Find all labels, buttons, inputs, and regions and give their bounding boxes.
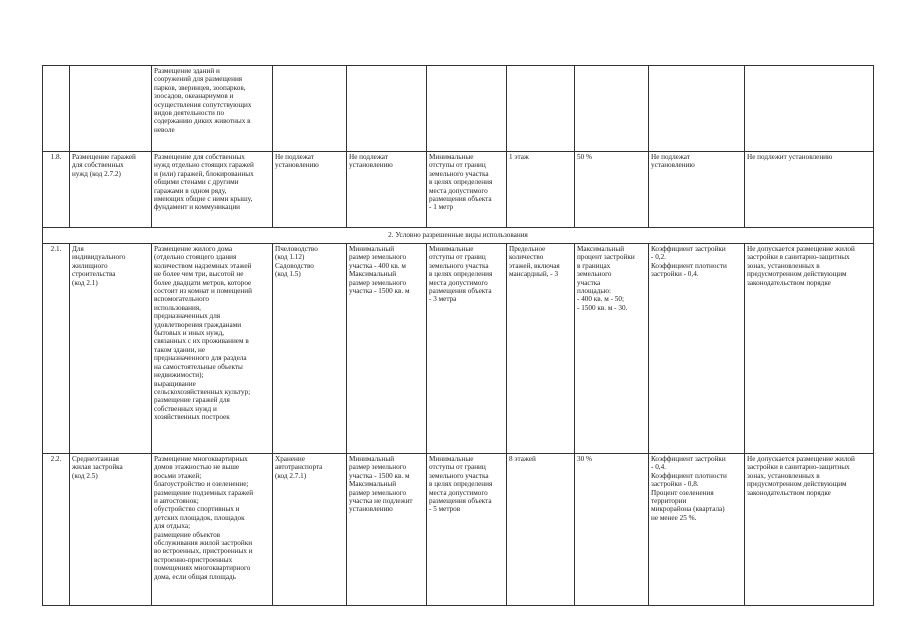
plot-size-cell [347,152,427,228]
cell-text-line: участка - 1500 кв. м [349,471,410,480]
setback-cell [427,66,507,152]
cell-text-line: содержанию диких животных в [154,117,251,126]
setback-cell [427,244,507,454]
cell-text-line: домов этажностью не выше [154,463,240,472]
cell-text-line: собственных нужд и [154,404,217,413]
section-title: 2. Условно разрешенные виды использования [43,228,874,244]
cell-text-line: бытовых и иных нужд, [154,329,225,338]
cell-text-line: размещение гаражей для [154,396,230,405]
cell-text-line: строительства [72,270,116,279]
cell-text-line: обслуживания жилой застройки [154,539,253,548]
cell-text-line: Пчеловодство [275,245,318,253]
cell-text-line: территории [651,497,687,506]
cell-text-line: (код 1.12) [275,253,305,262]
cell-text-line: благоустройство и озеленение; [154,480,249,489]
cell-text-line: Не допускается размещение жилой [747,455,855,463]
coverage-percent-cell [575,66,649,152]
cell-text-line: застройки - 0,4. [651,270,699,279]
cell-text-line: на самостоятельные объекты [154,362,243,371]
row-number: 2.1. [43,244,70,454]
cell-text-line: земельного участка [429,471,489,480]
cell-text-line: (код 1.5) [275,270,301,279]
cell-text-line: места допустимого [429,488,488,497]
density-coefficient-cell [649,454,745,606]
cell-text-line: размещения объекта [429,287,492,296]
cell-text-line: размещения объекта [429,195,492,204]
cell-text-line: Коэффициент плотности [651,471,727,480]
cell-text-line: имеющих общие с ними крышу, [154,195,253,204]
cell-text-line: зоосадов, океанариумов и [154,92,234,101]
cell-text-line: не более чем три, высотой не [154,270,244,279]
density-coefficient-cell [649,244,745,454]
cell-text-line: застройки - 0,8. [651,480,699,489]
auxiliary-uses-cell [273,244,347,454]
cell-text-line: процент застройки [577,253,635,262]
cell-text-line: Не подлежит установлению [747,153,833,161]
cell-text-line: Размещение гаражей [72,153,136,161]
cell-text-line: отступы от границ [429,161,486,170]
cell-text-line: нужд отдельно стоящих гаражей [154,161,254,170]
restrictions-cell [745,66,874,152]
cell-text-line: и автостоянок; [154,497,199,506]
use-name-cell [70,244,152,454]
cell-text-line: Коэффициент застройки [651,245,726,253]
cell-text-line: площадью: [577,287,612,296]
cell-text-line: законодательством порядке [747,488,831,497]
use-description-cell [152,152,273,228]
cell-text-line: Коэффициент застройки [651,455,726,463]
cell-text-line: встроенно-пристроенных [154,555,233,564]
cell-text-line: Не подлежат [349,153,388,161]
floors-cell [507,244,575,454]
cell-text-line: размещения объекта [429,497,492,506]
table-row [43,454,874,606]
cell-text-line: Коэффициент плотности [651,261,727,270]
cell-text-line: таком здании, не [154,345,206,354]
cell-text-line: гаражами в одном ряду, [154,186,227,195]
cell-text-line: (код 2.5) [72,471,98,480]
cell-text-line: хозяйственных построек [154,413,230,422]
cell-text-line: общими стенами с другими [154,178,239,187]
auxiliary-uses-cell [273,454,347,606]
cell-text-line: парков, зверинцев, зоопарков, [154,83,246,92]
cell-text-line: места допустимого [429,186,488,195]
cell-text-line: состоит из комнат и помещений [154,287,252,296]
use-description-cell [152,244,273,454]
cell-text-line: для отдыха; [154,522,191,531]
density-coefficient-cell [649,66,745,152]
cell-text-line: - 0,2. [651,253,666,262]
use-description-cell [152,66,273,152]
cell-text-line: установлению [651,161,695,170]
cell-text-line: 1 этаж [509,153,529,161]
cell-text-line: в целях определения [429,178,493,187]
cell-text-line: участка [577,278,601,287]
row-number: 2.2. [43,454,70,606]
cell-text-line: Минимальные [429,455,474,463]
cell-text-line: в целях определения [429,270,493,279]
cell-text-line: места допустимого [429,278,488,287]
use-name-cell [70,454,152,606]
restrictions-cell [745,244,874,454]
cell-text-line: этажей, включая [509,261,560,270]
cell-text-line: земельного участка [429,261,489,270]
cell-text-line: застройки в санитарно-защитных [747,253,850,262]
cell-text-line: участка - 400 кв. м [349,261,406,270]
cell-text-line: Садоводство [275,261,314,270]
restrictions-cell [745,152,874,228]
cell-text-line: связанных с их проживанием в [154,337,249,346]
cell-text-line: установлению [275,161,319,170]
cell-text-line: в границах [577,261,611,270]
cell-text-line: - 1500 кв. м - 30. [577,303,628,312]
cell-text-line: вспомогательного [154,295,209,304]
row-number [43,66,70,152]
cell-text-line: Предельное [509,245,546,253]
plot-size-cell [347,454,427,606]
cell-text-line: отступы от границ [429,253,486,262]
cell-text-line: (код 2.1) [72,278,98,287]
cell-text-line: зонах, установленных в [747,261,820,270]
cell-text-line: сооружений для размещения [154,75,243,84]
coverage-percent-cell [575,454,649,606]
section-header-row [43,228,874,244]
cell-text-line: Размещение жилого дома [154,245,233,253]
cell-text-line: неволе [154,125,175,134]
cell-text-line: Максимальный [577,245,625,253]
cell-text-line: Для [72,245,84,253]
cell-text-line: Размещение многоквартирных [154,455,248,463]
cell-text-line: во встроенных, пристроенных и [154,547,253,556]
zoning-table [42,65,874,606]
cell-text-line: размер земельного [349,253,407,262]
coverage-percent-cell [575,244,649,454]
floors-cell [507,152,575,228]
floors-cell [507,66,575,152]
cell-text-line: осуществления сопутствующих [154,100,252,109]
cell-text-line: Хранение [275,455,305,463]
setback-cell [427,152,507,228]
cell-text-line: зонах, установленных в [747,471,820,480]
use-description-cell [152,454,273,606]
cell-text-line: Среднеэтажная [72,455,119,463]
cell-text-line: Минимальный [349,245,395,253]
cell-text-line: жилищного [72,261,108,270]
setback-cell [427,454,507,606]
cell-text-line: Максимальный [349,480,397,489]
cell-text-line: законодательством порядке [747,278,831,287]
cell-text-line: нужд (код 2.7.2) [72,169,121,178]
cell-text-line: предназначенных для [154,312,221,321]
table-row [43,152,874,228]
cell-text-line: земельного [577,270,612,279]
cell-text-line: предусмотренном действующим [747,480,847,489]
cell-text-line: восьми этажей; [154,471,202,480]
cell-text-line: помещениях многоквартирного [154,564,251,573]
row-number: 1.8. [43,152,70,228]
plot-size-cell [347,244,427,454]
cell-text-line: и (или) гаражей, блокированных [154,169,254,178]
cell-text-line: жилая застройка [72,463,123,472]
cell-text-line: - 1 метр [429,203,454,212]
use-name-cell [70,152,152,228]
density-coefficient-cell [649,152,745,228]
cell-text-line: удовлетворения гражданами [154,320,242,329]
plot-size-cell [347,66,427,152]
use-name-cell [70,66,152,152]
cell-text-line: 30 % [577,455,592,463]
cell-text-line: размер земельного [349,463,407,472]
cell-text-line: микрорайона (квартала) [651,505,725,514]
cell-text-line: - 400 кв. м - 50; [577,295,624,304]
restrictions-cell [745,454,874,606]
cell-text-line: предусмотренном действующим [747,270,847,279]
cell-text-line: дома, если общая площадь [154,572,236,581]
cell-text-line: участка - 1500 кв. м [349,287,410,296]
cell-text-line: обустройство спортивных и [154,505,240,514]
cell-text-line: Не допускается размещение жилой [747,245,855,253]
cell-text-line: не менее 25 %. [651,513,697,522]
cell-text-line: Максимальный [349,270,397,279]
cell-text-line: 8 этажей [509,455,536,463]
auxiliary-uses-cell [273,66,347,152]
cell-text-line: автотранспорта [275,463,323,472]
cell-text-line: размещение подземных гаражей [154,488,254,497]
cell-text-line: отступы от границ [429,463,486,472]
cell-text-line: фундамент и коммуникации [154,203,241,212]
cell-text-line: видов деятельности по [154,109,225,118]
cell-text-line: количество [509,253,544,262]
cell-text-line: Размещение зданий и [154,67,220,75]
cell-text-line: для собственных [72,161,124,170]
cell-text-line: детских площадок, площадок [154,513,245,522]
cell-text-line: размещение объектов [154,530,221,539]
floors-cell [507,454,575,606]
cell-text-line: - 5 метров [429,505,461,514]
cell-text-line: Не подлежат [651,153,690,161]
coverage-percent-cell [575,152,649,228]
cell-text-line: более двадцати метров, которое [154,278,252,287]
cell-text-line: установлению [349,161,393,170]
cell-text-line: Минимальные [429,153,474,161]
cell-text-line: застройки в санитарно-защитных [747,463,850,472]
cell-text-line: - 3 метра [429,295,457,304]
cell-text-line: установлению [349,505,393,514]
cell-text-line: (отдельно стоящего здания [154,253,237,262]
cell-text-line: Минимальные [429,245,474,253]
cell-text-line: размер земельного [349,278,407,287]
table-row [43,244,874,454]
cell-text-line: земельного участка [429,169,489,178]
cell-text-line: 50 % [577,153,592,161]
cell-text-line: Не подлежат [275,153,314,161]
cell-text-line: количеством надземных этажей [154,261,252,270]
auxiliary-uses-cell [273,152,347,228]
cell-text-line: размер земельного [349,488,407,497]
cell-text-line: выращивание [154,379,196,388]
cell-text-line: индивидуального [72,253,126,262]
cell-text-line: мансардный, - 3 [509,270,559,279]
cell-text-line: (код 2.7.1) [275,471,307,480]
cell-text-line: сельскохозяйственных культур; [154,387,251,396]
cell-text-line: использования, [154,303,201,312]
cell-text-line: Процент озеленения [651,488,714,497]
cell-text-line: участка не подлежит [349,497,413,506]
cell-text-line: Минимальный [349,455,395,463]
table-row [43,66,874,152]
cell-text-line: недвижимости); [154,371,204,380]
cell-text-line: предназначенного для раздела [154,354,247,363]
cell-text-line: в целях определения [429,480,493,489]
cell-text-line: Размещение для собственных [154,153,245,161]
cell-text-line: - 0,4. [651,463,666,472]
